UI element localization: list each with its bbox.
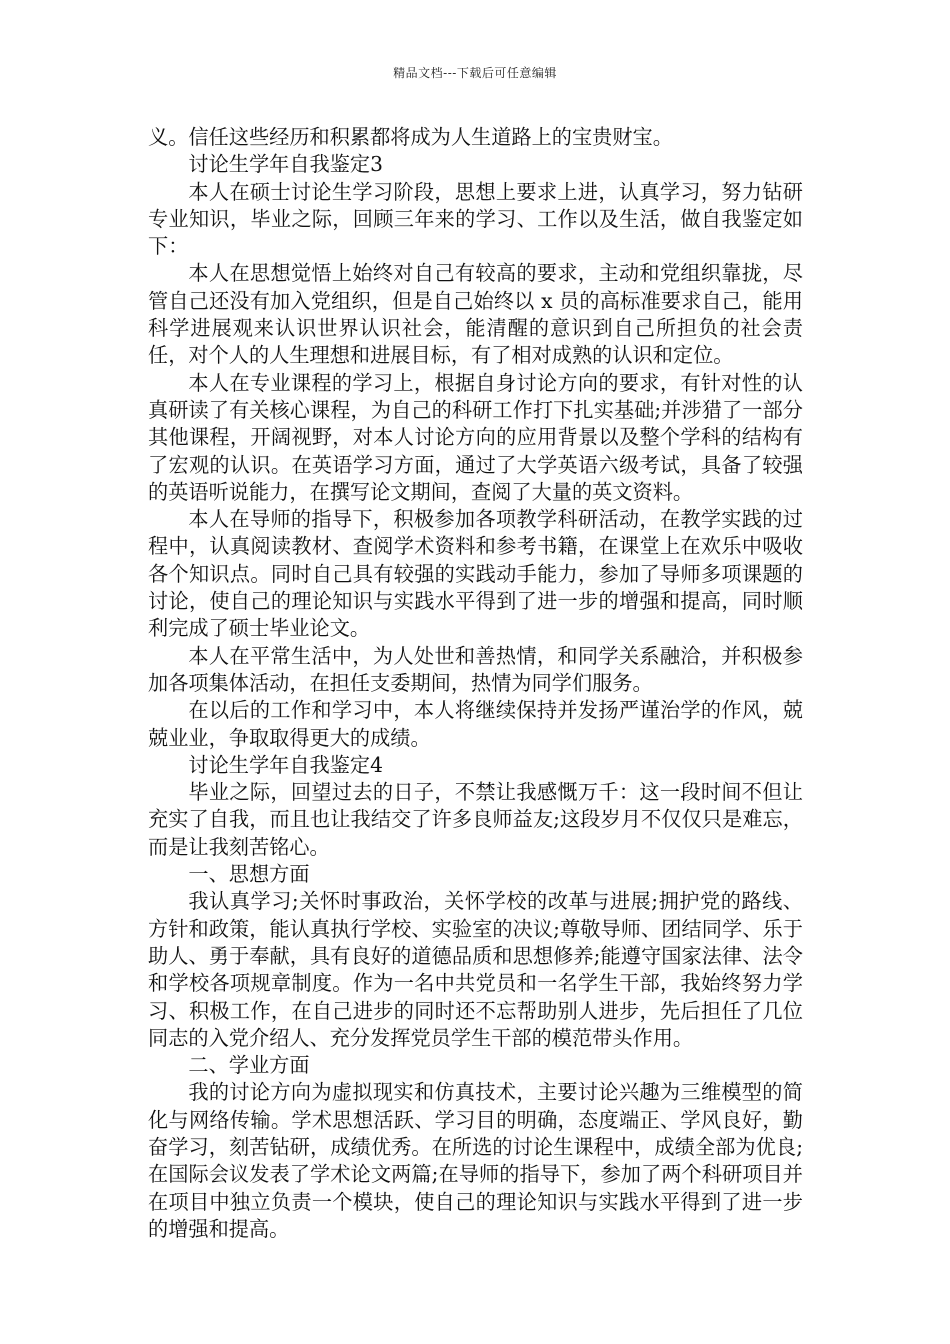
paragraph: 本人在平常生活中，为人处世和善热情，和同学关系融洽，并积极参加各项集体活动，在担任支委期间，热情为同学们服务。 — [148, 643, 803, 695]
section-heading: 讨论生学年自我鉴定4 — [188, 752, 383, 777]
paragraph: 义。信任这些经历和积累都将成为人生道路上的宝贵财宝。 — [148, 125, 673, 149]
paragraph: 毕业之际，回望过去的日子，不禁让我感慨万千：这一段时间不但让充实了自我，而且也让我结交了许多良师益友;这段岁月不仅仅只是难忘，而是让我刻苦铭心。 — [148, 780, 803, 859]
subsection-heading: 一、思想方面 — [188, 862, 310, 887]
document-body — [148, 124, 803, 1243]
paragraph: 我认真学习;关怀时事政治，关怀学校的改革与进展;拥护党的路线、方针和政策，能认真执行学校、实验室的决议;尊敬导师、团结同学、乐于助人、勇于奉献，具有良好的道德品质和思想修养;能遵守国家法律、法令和学校各项规章制度。作为一名中共党员和一名学生干部，我始终努力学习、积极工作，在自己进步的同时还不忘帮助别人进步，先后担任了几位同志的入党介绍人、充分发挥党员学生干部的模范带头作用。 — [148, 889, 803, 1050]
paragraph: 我的讨论方向为虚拟现实和仿真技术，主要讨论兴趣为三维模型的简化与网络传输。学术思想活跃、学习目的明确，态度端正、学风良好，勤奋学习，刻苦钻研，成绩优秀。在所选的讨论生课程中，成绩全部为优良;在国际会议发表了学术论文两篇;在导师的指导下，参加了两个科研项目并在项目中独立负责一个模块，使自己的理论知识与实践水平得到了进一步的增强和提高。 — [148, 1080, 803, 1241]
section-heading: 讨论生学年自我鉴定3 — [188, 152, 383, 177]
paragraph: 本人在专业课程的学习上，根据自身讨论方向的要求，有针对性的认真研读了有关核心课程，为自己的科研工作打下扎实基础;并涉猎了一部分其他课程，开阔视野，对本人讨论方向的应用背景以及整个学科的结构有了宏观的认识。在英语学习方面，通过了大学英语六级考试，具备了较强的英语听说能力，在撰写论文期间，查阅了大量的英文资料。 — [148, 370, 803, 504]
subsection-heading: 二、学业方面 — [188, 1053, 310, 1078]
paragraph: 本人在导师的指导下，积极参加各项教学科研活动，在教学实践的过程中，认真阅读教材、查阅学术资料和参考书籍，在课堂上在欢乐中吸收各个知识点。同时自己具有较强的实践动手能力，参加了导师多项课题的讨论，使自己的理论知识与实践水平得到了进一步的增强和提高，同时顺利完成了硕士毕业论文。 — [148, 507, 803, 641]
paragraph: 本人在硕士讨论生学习阶段，思想上要求上进，认真学习，努力钻研专业知识，毕业之际，回顾三年来的学习、工作以及生活，做自我鉴定如下： — [148, 179, 803, 259]
paragraph: 在以后的工作和学习中，本人将继续保持并发扬严谨治学的作风，兢兢业业，争取取得更大的成绩。 — [148, 698, 803, 750]
page-header: 精品文档---下载后可任意编辑 — [393, 66, 557, 80]
paragraph: 本人在思想觉悟上始终对自己有较高的要求，主动和党组织靠拢，尽管自己还没有加入党组织，但是自己始终以 x 员的高标准要求自己，能用科学进展观来认识世界认识社会，能清醒的意识到自己所担负的社会责任，对个人的人生理想和进展目标，有了相对成熟的认识和定位。 — [148, 261, 803, 368]
